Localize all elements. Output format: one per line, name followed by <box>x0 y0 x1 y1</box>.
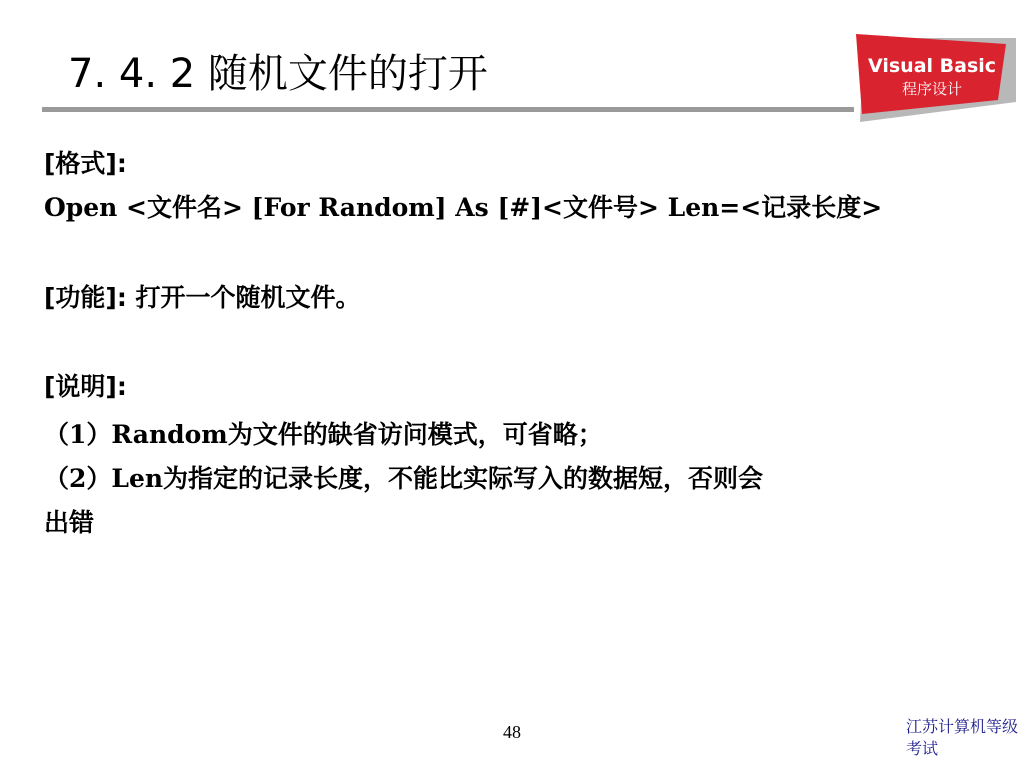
visual-basic-logo <box>854 30 1016 122</box>
format-syntax: Open <文件名> [For Random] As [#]<文件号> Len=<记录长度> <box>44 193 883 222</box>
function-description: [功能]: 打开一个随机文件。 <box>44 283 361 312</box>
logo-line1: Visual Basic <box>867 55 997 77</box>
note-item-2-continuation: 出错 <box>44 508 95 537</box>
slide-title: 7. 4. 2 随机文件的打开 <box>68 51 488 97</box>
page-number: 48 <box>503 722 521 742</box>
notes-heading: [说明]: <box>44 372 127 401</box>
footer-label: 江苏计算机等级考试 <box>906 717 1019 758</box>
note-item-2: （2）Len为指定的记录长度，不能比实际写入的数据短，否则会 <box>44 464 764 493</box>
title-divider <box>42 107 854 112</box>
note-item-1: （1）Random为文件的缺省访问模式，可省略； <box>44 420 603 449</box>
logo-line2: 程序设计 <box>901 80 963 98</box>
format-heading: [格式]: <box>44 149 127 178</box>
